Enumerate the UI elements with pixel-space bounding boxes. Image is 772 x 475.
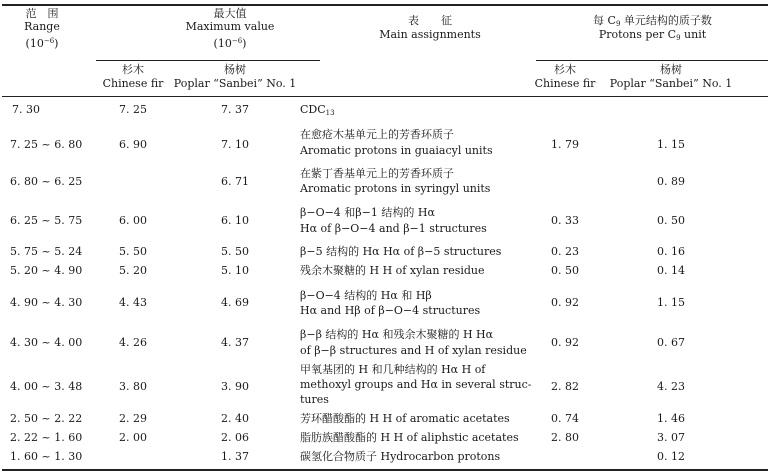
cell-fir-max: 6. 90 <box>119 138 147 151</box>
protons-cn-pre: 每 C <box>593 14 616 27</box>
cell-range: 2. 50 ~ 2. 22 <box>10 412 83 425</box>
cell-range: 6. 25 ~ 5. 75 <box>10 214 83 227</box>
cell-range: 7. 30 <box>12 103 40 116</box>
cell-poplar-max: 4. 69 <box>221 296 249 309</box>
cell-assignment-cn: 在愈疮木基单元上的芳香环质子 <box>300 128 454 141</box>
cell-assignment: 芳环醋酸酯的 H H of aromatic acetates <box>300 412 510 425</box>
cell-fir-protons: 0. 33 <box>551 214 579 227</box>
cell-poplar-max: 5. 50 <box>221 245 249 258</box>
cell-assignment-cn: β−O−4 和β−1 结构的 Hα <box>300 206 435 219</box>
range-unit-close: ) <box>54 37 59 50</box>
cell-assignment-en-2: tures <box>300 393 329 406</box>
cell-poplar-max: 6. 71 <box>221 175 249 188</box>
cell-fir-max: 4. 26 <box>119 336 147 349</box>
cell-poplar-protons: 3. 07 <box>657 431 685 444</box>
cell-fir-max: 2. 29 <box>119 412 147 425</box>
cell-assignment-en: methoxyl groups and Hα in several struc- <box>300 378 532 391</box>
cell-poplar-protons: 0. 89 <box>657 175 685 188</box>
cell-assignment-en: Aromatic protons in guaiacyl units <box>300 144 493 157</box>
cell-poplar-protons: 1. 46 <box>657 412 685 425</box>
cell-fir-max: 3. 80 <box>119 380 147 393</box>
header-divider-rule-right <box>536 60 768 61</box>
cell-poplar-protons: 0. 50 <box>657 214 685 227</box>
header-max-cn: 最大值 <box>213 7 247 20</box>
cell-assignment-en: Aromatic protons in syringyl units <box>300 182 491 195</box>
assign-pre: CDC <box>300 103 326 116</box>
cell-poplar-max: 7. 37 <box>221 103 249 116</box>
cell-poplar-protons: 1. 15 <box>657 296 685 309</box>
cell-poplar-max: 4. 37 <box>221 336 249 349</box>
subheader-poplar-en-2: Poplar “Sanbei” No. 1 <box>609 77 733 90</box>
header-max-en: Maximum value <box>185 20 275 33</box>
cell-assignment-cn: 在紫丁香基单元上的芳香环质子 <box>300 167 454 180</box>
cell-assignment: 脂肪族醋酸酯的 H H of aliphstic acetates <box>300 431 519 444</box>
cell-assignment <box>300 104 335 119</box>
cell-poplar-max: 5. 10 <box>221 264 249 277</box>
cell-assignment-cn: 甲氧基团的 H 和几种结构的 Hα H of <box>300 363 486 376</box>
protons-cn-post: 单元结构的质子数 <box>620 14 712 27</box>
cell-range: 4. 90 ~ 4. 30 <box>10 296 83 309</box>
cell-range: 6. 80 ~ 6. 25 <box>10 175 83 188</box>
subheader-poplar-en: Poplar “Sanbei” No. 1 <box>173 77 297 90</box>
cell-poplar-max: 2. 40 <box>221 412 249 425</box>
subheader-poplar-cn: 杨树 <box>224 63 246 76</box>
cell-poplar-protons: 0. 16 <box>657 245 685 258</box>
cell-fir-max: 5. 20 <box>119 264 147 277</box>
header-max-unit <box>140 35 320 50</box>
header-protons-en <box>540 29 765 44</box>
cell-poplar-protons: 0. 12 <box>657 450 685 463</box>
cell-range: 1. 60 ~ 1. 30 <box>10 450 83 463</box>
cell-range: 7. 25 ~ 6. 80 <box>10 138 83 151</box>
cell-fir-protons: 0. 23 <box>551 245 579 258</box>
cell-fir-max: 5. 50 <box>119 245 147 258</box>
cell-assignment-en: Hα and Hβ of β−O−4 structures <box>300 304 481 317</box>
cell-assignment-en: of β−β structures and H of xylan residue <box>300 344 527 357</box>
subheader-fir-en: Chinese fir <box>102 77 164 90</box>
cell-fir-protons: 0. 50 <box>551 264 579 277</box>
cell-poplar-max: 7. 10 <box>221 138 249 151</box>
cell-poplar-protons: 0. 67 <box>657 336 685 349</box>
cell-fir-protons: 0. 92 <box>551 336 579 349</box>
header-assign-cn: 表 征 <box>408 14 452 27</box>
cell-poplar-max: 6. 10 <box>221 214 249 227</box>
max-unit-exp: −6 <box>231 37 243 45</box>
cell-poplar-protons: 0. 14 <box>657 264 685 277</box>
cell-poplar-max: 3. 90 <box>221 380 249 393</box>
cell-fir-max: 2. 00 <box>119 431 147 444</box>
range-unit-open: (10 <box>25 37 44 50</box>
protons-en-sub: 9 <box>676 34 681 42</box>
assign-sub: 13 <box>325 109 335 117</box>
cell-fir-protons: 0. 92 <box>551 296 579 309</box>
header-range-en: Range <box>24 20 60 33</box>
subheader-fir-en-2: Chinese fir <box>534 77 596 90</box>
header-divider-rule <box>96 60 320 61</box>
header-range-unit <box>12 35 72 50</box>
protons-cn-sub: 9 <box>615 20 621 28</box>
cell-range: 4. 30 ~ 4. 00 <box>10 336 83 349</box>
cell-assignment-cn: β−O−4 结构的 Hα 和 Hβ <box>300 289 432 302</box>
cell-fir-protons: 0. 74 <box>551 412 579 425</box>
max-unit-close: ) <box>242 37 247 50</box>
subheader-poplar-cn-2: 杨树 <box>660 63 682 76</box>
top-rule <box>2 4 768 6</box>
header-range-cn: 范 围 <box>25 7 59 20</box>
range-unit-exp: −6 <box>43 37 55 45</box>
subheader-fir-cn: 杉木 <box>122 63 144 76</box>
cell-fir-protons: 2. 82 <box>551 380 579 393</box>
cell-fir-max: 6. 00 <box>119 214 147 227</box>
cell-range: 5. 75 ~ 5. 24 <box>10 245 83 258</box>
cell-poplar-protons: 1. 15 <box>657 138 685 151</box>
cell-poplar-max: 1. 37 <box>221 450 249 463</box>
cell-assignment: β−5 结构的 Hα Hα of β−5 structures <box>300 245 502 258</box>
cell-assignment-en: Hα of β−O−4 and β−1 structures <box>300 222 487 235</box>
cell-fir-protons: 2. 80 <box>551 431 579 444</box>
cell-fir-protons: 1. 79 <box>551 138 579 151</box>
header-assign-en: Main assignments <box>379 28 481 41</box>
header-bottom-rule <box>2 96 768 97</box>
protons-en-post: unit <box>680 28 707 41</box>
cell-assignment-cn: β−β 结构的 Hα 和残余木聚糖的 H Hα <box>300 328 494 341</box>
protons-en-pre: Protons per C <box>598 28 677 41</box>
cell-poplar-protons: 4. 23 <box>657 380 685 393</box>
cell-range: 4. 00 ~ 3. 48 <box>10 380 83 393</box>
subheader-fir-cn-2: 杉木 <box>554 63 576 76</box>
bottom-rule <box>2 469 768 471</box>
cell-assignment: 残余木聚糖的 H H of xylan residue <box>300 264 485 277</box>
cell-range: 2. 22 ~ 1. 60 <box>10 431 83 444</box>
cell-assignment: 碳氢化合物质子 Hydrocarbon protons <box>300 450 501 463</box>
cell-range: 5. 20 ~ 4. 90 <box>10 264 83 277</box>
cell-poplar-max: 2. 06 <box>221 431 249 444</box>
cell-fir-max: 4. 43 <box>119 296 147 309</box>
cell-fir-max: 7. 25 <box>119 103 147 116</box>
max-unit-open: (10 <box>213 37 232 50</box>
